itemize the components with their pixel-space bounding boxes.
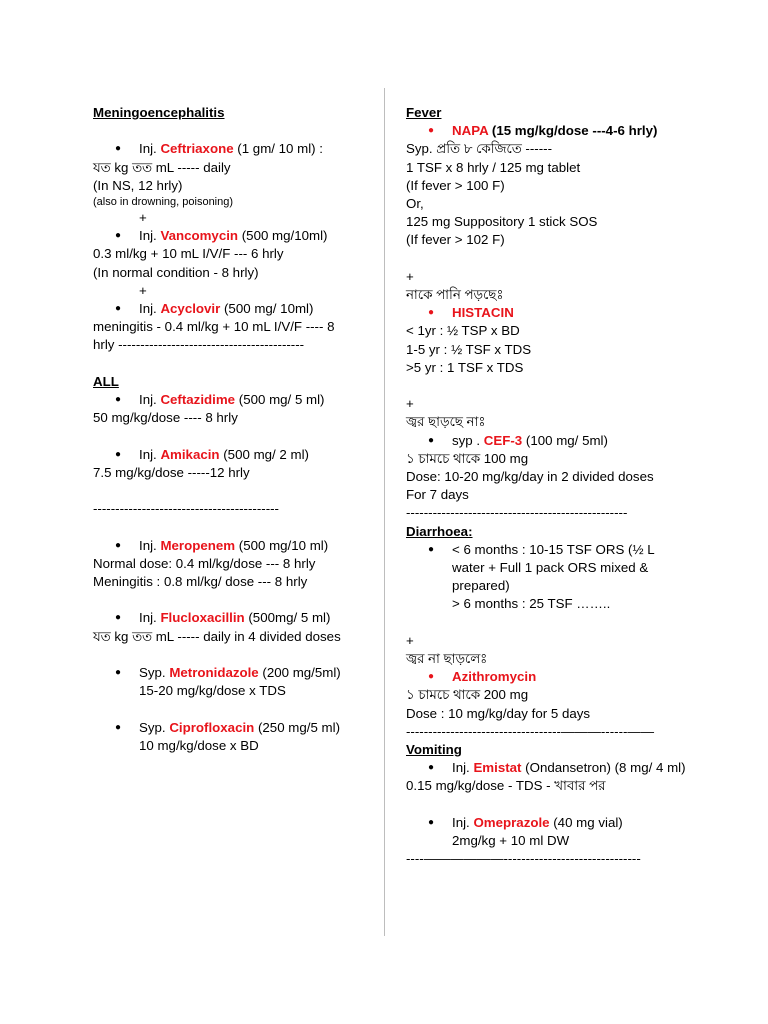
dose-line: (In normal condition - 8 hrly) [93,264,259,280]
dose-line: Normal dose: 0.4 ml/kg/dose --- 8 hrly [93,555,316,571]
drug-name: Acyclovir [160,301,221,317]
drug-name: Meropenem [160,537,236,553]
strength: (1 gm/ 10 ml) : [233,141,323,157]
acyclovir-item [93,300,378,318]
right-column [406,104,706,868]
histacin-item [406,304,706,322]
strength: (100 mg/ 5ml) [522,432,608,448]
drug-name: Flucloxacillin [160,610,245,626]
all-heading: ALL [93,373,119,389]
condition-line: নাকে পানি পড়ছেঃ [406,287,504,303]
strength: (500 mg/ 2 ml) [219,446,309,462]
route: Inj. [139,446,161,462]
dose-line: 1 TSF x 8 hrly / 125 mg tablet [406,159,581,175]
drug-name: Metronidazole [169,664,259,680]
route: syp . [452,432,484,448]
dose-line: Meningitis : 0.8 ml/kg/ dose --- 8 hrly [93,574,308,589]
strength: (500 mg/10ml) [238,228,328,244]
flucloxacillin-item [93,609,378,627]
drug-name: Emistat [473,760,522,776]
strength: (500 mg/ 10ml) [220,301,314,317]
plus-sign: + [139,282,147,298]
dose-line: ১ চামচে থাকে 100 mg [406,450,529,466]
drug-name: Vancomycin [160,228,239,244]
ors-under-6-months: ● < 6 months : 10-15 TSF ORS (½ L water + Full 1 pack ORS mixed & prepared) [406,541,682,596]
drug-name: CEF-3 [483,432,523,448]
route: Syp. [139,664,170,680]
ciprofloxacin-item [93,719,378,737]
left-column [93,104,378,755]
ceftazidime-item [93,391,378,409]
route: Inj. [452,760,474,776]
note-line: (also in drowning, poisoning) [93,196,234,208]
dose-line: Syp. প্রতি ৮ কেজিতে ------ [406,141,553,157]
dose-line: Or, [406,196,424,212]
route: Inj. [139,301,161,317]
omeprazole-item [406,814,706,832]
dose-line: hrly ------------------------------------------ [93,337,305,353]
drug-name: Ciprofloxacin [169,719,255,735]
plus-sign: + [406,268,414,284]
route: Inj. [139,141,161,157]
route: Inj. [139,610,161,626]
diarrhoea-heading: Diarrhoea: [406,523,473,539]
vancomycin-item [93,227,378,245]
drug-name: Amikacin [160,446,220,462]
dose-line: Dose : 10 mg/kg/day for 5 days [406,705,591,721]
column-divider [384,88,385,936]
cef3-item [406,432,706,450]
vomiting-heading: Vomiting [406,742,462,758]
drug-name: HISTACIN [452,305,514,321]
dose-line: < 1yr : ½ TSP x BD [406,323,520,339]
separator-line: -----------------------------------———------—— [406,723,655,739]
meropenem-item [93,537,378,555]
emistat-item [406,759,702,777]
strength: (200 mg/5ml) [258,664,341,680]
strength: (250 mg/5 ml) [254,719,340,735]
ceftriaxone-item [93,140,378,158]
meningoencephalitis-heading: Meningoencephalitis [93,105,225,120]
route: Inj. [139,537,161,553]
napa-item [406,122,706,140]
condition-line: জ্বর না ছাড়লেঃ [406,651,488,667]
dose-line: Dose: 10-20 mg/kg/day in 2 divided doses [406,469,654,485]
dose-line: 125 mg Suppository 1 stick SOS [406,214,598,230]
plus-sign: + [406,396,414,412]
dose-line: ১ চামচে থাকে 200 mg [406,687,529,703]
dose-line: 1-5 yr : ½ TSF x TDS [406,341,532,357]
separator-line: -------------------------------------------------- [406,505,628,521]
fever-heading: Fever [406,105,442,120]
plus-sign: + [139,210,147,225]
separator-line: ----——————------------------------------- [406,851,641,867]
dose-line: (If fever > 102 F) [406,232,505,248]
dose-line: যত kg তত mL ----- daily [93,159,231,175]
dose-line: (In NS, 12 hrly) [93,177,183,193]
strength: (500 mg/10 ml) [235,537,329,553]
route: Inj. [139,392,161,408]
dose-line: 50 mg/kg/dose ---- 8 hrly [93,410,238,426]
drug-name: NAPA [452,123,489,139]
route: Syp. [139,719,170,735]
ors-over-6-months: > 6 months : 25 TSF …….. [452,596,611,612]
drug-name: Omeprazole [473,814,550,830]
dose-line: For 7 days [406,487,469,503]
metronidazole-item [93,664,378,682]
dose-line: meningitis - 0.4 ml/kg + 10 mL I/V/F ---- 8 [93,319,335,335]
dose-line: >5 yr : 1 TSF x TDS [406,359,524,375]
dose-line: (If fever > 100 F) [406,177,505,193]
drug-name: Ceftriaxone [160,141,234,157]
drug-name: Ceftazidime [160,392,236,408]
route: Inj. [139,228,161,244]
amikacin-item [93,446,378,464]
dose-line: 0.15 mg/kg/dose - TDS - খাবার পর [406,778,606,794]
plus-sign: + [406,632,414,648]
dose-line: 10 mg/kg/dose x BD [139,737,259,753]
route: Inj. [452,814,474,830]
dose-line: 2mg/kg + 10 ml DW [452,833,570,849]
condition-line: জ্বর ছাড়ছে নাঃ [406,414,486,430]
dose-line: 7.5 mg/kg/dose -----12 hrly [93,464,250,480]
azithromycin-item [406,668,706,686]
strength: (500mg/ 5 ml) [244,610,331,626]
drug-name: Azithromycin [452,669,537,685]
dose-line: 15-20 mg/kg/dose x TDS [139,683,286,699]
strength: (15 mg/kg/dose ---4-6 hrly) [488,123,658,139]
dose-line: যত kg তত mL ----- daily in 4 divided doses [93,628,341,644]
separator-line: ------------------------------------------ [93,501,279,517]
strength: (500 mg/ 5 ml) [235,392,325,408]
strength: (Ondansetron) (8 mg/ 4 ml) [521,760,686,776]
strength: (40 mg vial) [549,814,623,830]
dose-line: 0.3 ml/kg + 10 mL I/V/F --- 6 hrly [93,246,284,262]
